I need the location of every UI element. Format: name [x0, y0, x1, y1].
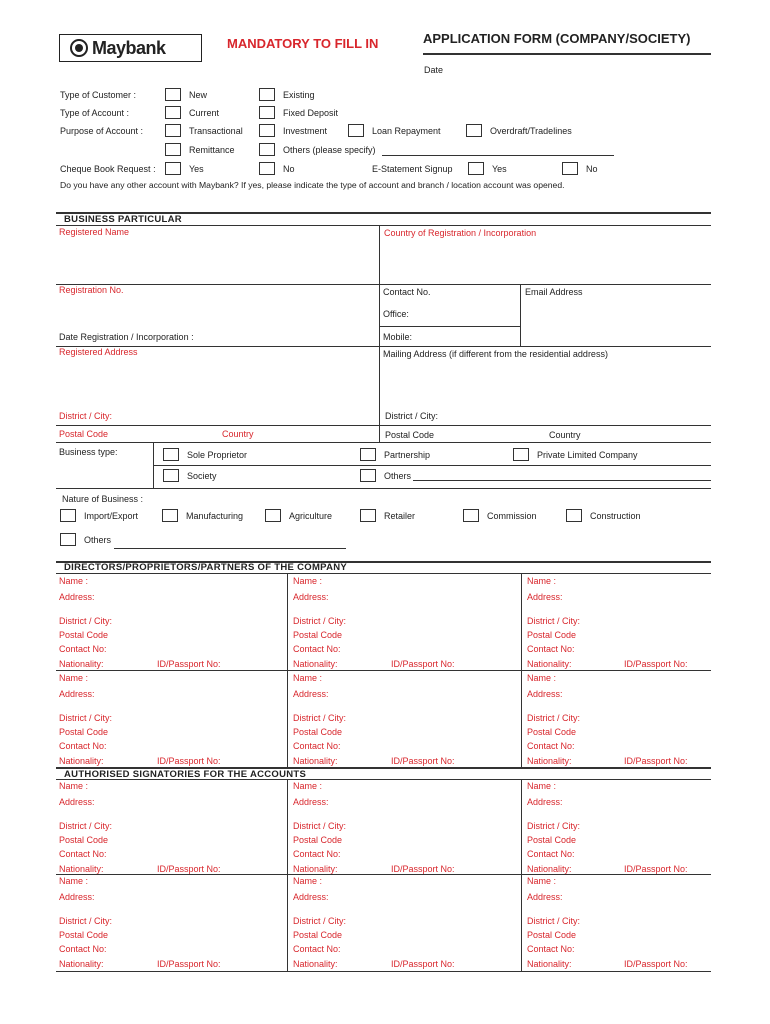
divider — [287, 779, 288, 971]
remittance-checkbox[interactable] — [165, 143, 181, 156]
divider — [380, 326, 520, 327]
current-checkbox[interactable] — [165, 106, 181, 119]
divider — [56, 971, 711, 972]
director-1-postal-label: Postal Code — [59, 630, 109, 640]
director-3-nationality-label: Nationality: — [527, 659, 572, 669]
estatement-no-label: No — [586, 164, 598, 174]
divider — [56, 573, 711, 574]
signatory-4-postal-label: Postal Code — [59, 930, 109, 940]
estatement-no-checkbox[interactable] — [562, 162, 578, 175]
signatory-2-district-label: District / City: — [293, 821, 346, 831]
postal-left-label: Postal Code — [59, 429, 109, 439]
signatory-4-address-label: Address: — [59, 892, 95, 902]
director-2-id-label: ID/Passport No: — [391, 659, 455, 669]
signatory-3-district-label: District / City: — [527, 821, 580, 831]
director-3-contact-label: Contact No: — [527, 644, 575, 654]
director-1-name-label: Name : — [59, 576, 89, 586]
transactional-label: Transactional — [189, 126, 243, 136]
divider — [56, 670, 711, 671]
signatory-5-postal-label: Postal Code — [293, 930, 343, 940]
signatory-3-id-label: ID/Passport No: — [624, 864, 688, 874]
director-6-postal-label: Postal Code — [527, 727, 577, 737]
divider — [56, 874, 711, 875]
signatory-2-address-label: Address: — [293, 797, 329, 807]
nature-others-checkbox[interactable] — [60, 533, 76, 546]
remittance-label: Remittance — [189, 145, 235, 155]
purpose-label: Purpose of Account : — [60, 126, 144, 136]
director-2-nationality-label: Nationality: — [293, 659, 338, 669]
signatory-6-name-label: Name : — [527, 876, 557, 886]
signatory-3-postal-label: Postal Code — [527, 835, 577, 845]
mailing-address-label: Mailing Address (if different from the residential address) — [383, 349, 608, 359]
signatory-5-address-label: Address: — [293, 892, 329, 902]
registration-no-label: Registration No. — [59, 285, 124, 295]
director-5-nationality-label: Nationality: — [293, 756, 338, 766]
signatory-3-contact-label: Contact No: — [527, 849, 575, 859]
divider — [154, 465, 711, 466]
signatory-1-id-label: ID/Passport No: — [157, 864, 221, 874]
signatory-4-id-label: ID/Passport No: — [157, 959, 221, 969]
maybank-logo — [59, 34, 202, 62]
director-3-id-label: ID/Passport No: — [624, 659, 688, 669]
signatory-5-id-label: ID/Passport No: — [391, 959, 455, 969]
overdraft-label: Overdraft/Tradelines — [490, 126, 572, 136]
director-4-contact-label: Contact No: — [59, 741, 107, 751]
divider — [521, 779, 522, 971]
divider — [379, 346, 380, 443]
divider — [379, 284, 380, 347]
signatory-1-district-label: District / City: — [59, 821, 112, 831]
director-1-contact-label: Contact No: — [59, 644, 107, 654]
director-1-district-label: District / City: — [59, 616, 112, 626]
country-right-label: Country — [549, 430, 581, 440]
director-2-contact-label: Contact No: — [293, 644, 341, 654]
signatory-5-contact-label: Contact No: — [293, 944, 341, 954]
office-label: Office: — [383, 309, 409, 319]
loan-repayment-checkbox[interactable] — [348, 124, 364, 137]
cheque-yes-checkbox[interactable] — [165, 162, 181, 175]
existing-checkbox[interactable] — [259, 88, 275, 101]
signatory-1-contact-label: Contact No: — [59, 849, 107, 859]
director-4-id-label: ID/Passport No: — [157, 756, 221, 766]
divider — [56, 442, 711, 443]
country-registration-label: Country of Registration / Incorporation — [384, 228, 537, 238]
loan-repayment-label: Loan Repayment — [372, 126, 441, 136]
construction-label: Construction — [590, 511, 641, 521]
signatory-3-address-label: Address: — [527, 797, 563, 807]
business-others-line[interactable] — [413, 480, 711, 481]
estatement-yes-label: Yes — [492, 164, 507, 174]
signatory-4-nationality-label: Nationality: — [59, 959, 104, 969]
registered-name-label: Registered Name — [59, 227, 130, 237]
type-account-label: Type of Account : — [60, 108, 130, 118]
import-export-checkbox[interactable] — [60, 509, 76, 522]
signatory-6-postal-label: Postal Code — [527, 930, 577, 940]
fixed-deposit-checkbox[interactable] — [259, 106, 275, 119]
sole-proprietor-label: Sole Proprietor — [187, 450, 248, 460]
signatory-1-nationality-label: Nationality: — [59, 864, 104, 874]
cheque-no-label: No — [283, 164, 295, 174]
director-1-nationality-label: Nationality: — [59, 659, 104, 669]
new-checkbox[interactable] — [165, 88, 181, 101]
sole-proprietor-checkbox[interactable] — [163, 448, 179, 461]
director-4-address-label: Address: — [59, 689, 95, 699]
signatory-4-contact-label: Contact No: — [59, 944, 107, 954]
overdraft-checkbox[interactable] — [466, 124, 482, 137]
agriculture-checkbox[interactable] — [265, 509, 281, 522]
signatory-3-nationality-label: Nationality: — [527, 864, 572, 874]
postal-right-label: Postal Code — [385, 430, 435, 440]
director-4-nationality-label: Nationality: — [59, 756, 104, 766]
existing-label: Existing — [283, 90, 315, 100]
signatory-2-name-label: Name : — [293, 781, 323, 791]
import-export-label: Import/Export — [84, 511, 139, 521]
society-label: Society — [187, 471, 217, 481]
mandatory-label: MANDATORY TO FILL IN — [227, 36, 379, 51]
divider — [56, 488, 711, 489]
director-5-name-label: Name : — [293, 673, 323, 683]
director-5-district-label: District / City: — [293, 713, 346, 723]
business-type-label: Business type: — [59, 447, 118, 457]
divider — [379, 225, 380, 285]
new-label: New — [189, 90, 208, 100]
date-label: Date — [424, 65, 444, 75]
director-6-nationality-label: Nationality: — [527, 756, 572, 766]
others-specify-label: Others (please specify) — [283, 145, 376, 155]
retailer-label: Retailer — [384, 511, 416, 521]
signatory-2-postal-label: Postal Code — [293, 835, 343, 845]
other-account-question: Do you have any other account with Maybank? If yes, please indicate the type of account and branch / location account was opened. — [60, 180, 565, 190]
divider — [56, 779, 711, 780]
signatory-2-contact-label: Contact No: — [293, 849, 341, 859]
director-6-name-label: Name : — [527, 673, 557, 683]
signatory-6-id-label: ID/Passport No: — [624, 959, 688, 969]
logo-text: Maybank — [92, 37, 166, 58]
business-others-checkbox[interactable] — [360, 469, 376, 482]
others-specify-checkbox[interactable] — [259, 143, 275, 156]
director-4-name-label: Name : — [59, 673, 89, 683]
transactional-checkbox[interactable] — [165, 124, 181, 137]
business-section-title: BUSINESS PARTICULAR — [64, 214, 182, 225]
director-5-address-label: Address: — [293, 689, 329, 699]
nature-others-line[interactable] — [114, 548, 346, 549]
agriculture-label: Agriculture — [289, 511, 333, 521]
director-6-address-label: Address: — [527, 689, 563, 699]
maybank-tiger-icon — [70, 39, 88, 57]
signatory-6-nationality-label: Nationality: — [527, 959, 572, 969]
signatory-1-address-label: Address: — [59, 797, 95, 807]
signatory-5-nationality-label: Nationality: — [293, 959, 338, 969]
mobile-label: Mobile: — [383, 332, 413, 342]
investment-checkbox[interactable] — [259, 124, 275, 137]
director-5-postal-label: Postal Code — [293, 727, 343, 737]
country-left-label: Country — [222, 429, 254, 439]
district-left-label: District / City: — [59, 411, 112, 421]
title-underline — [423, 53, 711, 55]
private-limited-label: Private Limited Company — [537, 450, 638, 460]
email-label: Email Address — [525, 287, 583, 297]
signatory-3-name-label: Name : — [527, 781, 557, 791]
signatory-5-name-label: Name : — [293, 876, 323, 886]
manufacturing-checkbox[interactable] — [162, 509, 178, 522]
signatory-6-address-label: Address: — [527, 892, 563, 902]
retailer-checkbox[interactable] — [360, 509, 376, 522]
director-5-contact-label: Contact No: — [293, 741, 341, 751]
signatory-5-district-label: District / City: — [293, 916, 346, 926]
signatory-6-district-label: District / City: — [527, 916, 580, 926]
contact-no-label: Contact No. — [383, 287, 431, 297]
director-3-postal-label: Postal Code — [527, 630, 577, 640]
director-2-postal-label: Postal Code — [293, 630, 343, 640]
director-6-contact-label: Contact No: — [527, 741, 575, 751]
type-customer-label: Type of Customer : — [60, 90, 137, 100]
director-2-district-label: District / City: — [293, 616, 346, 626]
others-specify-line[interactable] — [382, 155, 614, 156]
director-1-address-label: Address: — [59, 592, 95, 602]
signatory-1-postal-label: Postal Code — [59, 835, 109, 845]
divider — [520, 284, 521, 347]
form-title: APPLICATION FORM (COMPANY/SOCIETY) — [423, 31, 691, 46]
current-label: Current — [189, 108, 220, 118]
cheque-label: Cheque Book Request : — [60, 164, 156, 174]
signatory-2-nationality-label: Nationality: — [293, 864, 338, 874]
manufacturing-label: Manufacturing — [186, 511, 244, 521]
signatory-6-contact-label: Contact No: — [527, 944, 575, 954]
fixed-deposit-label: Fixed Deposit — [283, 108, 339, 118]
signatory-4-name-label: Name : — [59, 876, 89, 886]
construction-checkbox[interactable] — [566, 509, 582, 522]
divider — [56, 225, 711, 226]
directors-section-title: DIRECTORS/PROPRIETORS/PARTNERS OF THE COMPANY — [64, 562, 348, 573]
divider — [56, 346, 711, 347]
commission-checkbox[interactable] — [463, 509, 479, 522]
nature-label: Nature of Business : — [62, 494, 144, 504]
signatory-4-district-label: District / City: — [59, 916, 112, 926]
divider — [56, 284, 711, 285]
director-2-name-label: Name : — [293, 576, 323, 586]
estatement-label: E-Statement Signup — [372, 164, 453, 174]
registered-address-label: Registered Address — [59, 347, 138, 357]
society-checkbox[interactable] — [163, 469, 179, 482]
divider — [56, 425, 711, 426]
commission-label: Commission — [487, 511, 537, 521]
director-3-district-label: District / City: — [527, 616, 580, 626]
director-2-address-label: Address: — [293, 592, 329, 602]
partnership-checkbox[interactable] — [360, 448, 376, 461]
estatement-yes-checkbox[interactable] — [468, 162, 484, 175]
nature-others-label: Others — [84, 535, 112, 545]
director-3-address-label: Address: — [527, 592, 563, 602]
director-1-id-label: ID/Passport No: — [157, 659, 221, 669]
signatory-2-id-label: ID/Passport No: — [391, 864, 455, 874]
district-right-label: District / City: — [385, 411, 438, 421]
director-4-district-label: District / City: — [59, 713, 112, 723]
business-others-label: Others — [384, 471, 412, 481]
director-6-id-label: ID/Passport No: — [624, 756, 688, 766]
investment-label: Investment — [283, 126, 328, 136]
signatory-1-name-label: Name : — [59, 781, 89, 791]
signatories-section-title: AUTHORISED SIGNATORIES FOR THE ACCOUNTS — [64, 769, 307, 780]
director-5-id-label: ID/Passport No: — [391, 756, 455, 766]
director-4-postal-label: Postal Code — [59, 727, 109, 737]
partnership-label: Partnership — [384, 450, 431, 460]
private-limited-checkbox[interactable] — [513, 448, 529, 461]
cheque-yes-label: Yes — [189, 164, 204, 174]
date-registration-label: Date Registration / Incorporation : — [59, 332, 194, 342]
cheque-no-checkbox[interactable] — [259, 162, 275, 175]
director-6-district-label: District / City: — [527, 713, 580, 723]
director-3-name-label: Name : — [527, 576, 557, 586]
